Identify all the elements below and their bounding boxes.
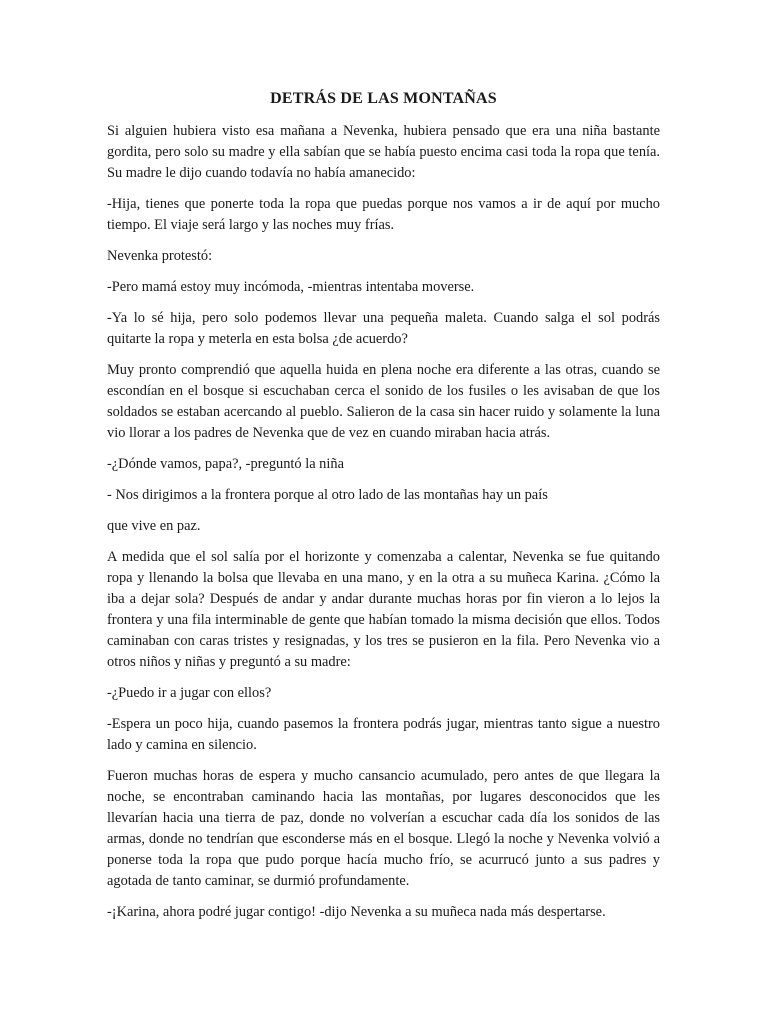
paragraph: -¿Dónde vamos, papa?, -preguntó la niña [107, 456, 344, 472]
paragraph: -¡Karina, ahora podré jugar contigo! -dijo Nevenka a su muñeca nada más despertarse. [107, 904, 606, 920]
paragraph: -Espera un poco hija, cuando pasemos la frontera podrás jugar, mientras tanto sigue a nuestro lado y camina en silencio. [107, 716, 660, 753]
paragraph: - Nos dirigimos a la frontera porque al otro lado de las montañas hay un país [107, 487, 548, 503]
paragraph: Fueron muchas horas de espera y mucho cansancio acumulado, pero antes de que llegara la noche, se encontraban caminando hacia las montañas, por lugares desconocidos que les llevarían hacia una tierra de paz, donde no volverían a escuchar cada día los sonidos de las armas, donde no tendrían que esconderse más en el bosque. Llegó la noche y Nevenka volvió a ponerse toda la ropa que pudo porque hacía mucho frío, se acurrucó junto a sus padres y agotada de tanto caminar, se durmió profundamente. [107, 768, 660, 889]
paragraph: Muy pronto comprendió que aquella huida en plena noche era diferente a las otras, cuando se escondían en el bosque si escuchaban cerca el sonido de los fusiles o les avisaban de que los soldados se estaban acercando al pueblo. Salieron de la casa sin hacer ruido y solamente la luna vio llorar a los padres de Nevenka que de vez en cuando miraban hacia atrás. [107, 362, 660, 441]
paragraph: Nevenka protestó: [107, 248, 213, 264]
paragraph: -Pero mamá estoy muy incómoda, -mientras intentaba moverse. [107, 279, 475, 295]
document-page [107, 88, 660, 933]
paragraph: Si alguien hubiera visto esa mañana a Nevenka, hubiera pensado que era una niña bastante gordita, pero solo su madre y ella sabían que se había puesto encima casi toda la ropa que tenía. Su madre le dijo cuando todavía no había amanecido: [107, 123, 660, 181]
paragraph: -Hija, tienes que ponerte toda la ropa que puedas porque nos vamos a ir de aquí por mucho tiempo. El viaje será largo y las noches muy frías. [107, 196, 660, 233]
paragraph: -Ya lo sé hija, pero solo podemos llevar una pequeña maleta. Cuando salga el sol podrás quitarte la ropa y meterla en esta bolsa ¿de acuerdo? [107, 310, 660, 347]
paragraph: que vive en paz. [107, 518, 201, 534]
document-title: DETRÁS DE LAS MONTAÑAS [270, 90, 497, 107]
paragraph: A medida que el sol salía por el horizonte y comenzaba a calentar, Nevenka se fue quitando ropa y llenando la bolsa que llevaba en una mano, y en la otra a su muñeca Karina. ¿Cómo la iba a dejar sola? Después de andar y andar durante muchas horas por fin vieron a lo lejos la frontera y una fila interminable de gente que habían tomado la misma decisión que ellos. Todos caminaban con caras tristes y resignadas, y los tres se pusieron en la fila. Pero Nevenka vio a otros niños y niñas y preguntó a su madre: [107, 549, 660, 670]
paragraph: -¿Puedo ir a jugar con ellos? [107, 685, 272, 701]
